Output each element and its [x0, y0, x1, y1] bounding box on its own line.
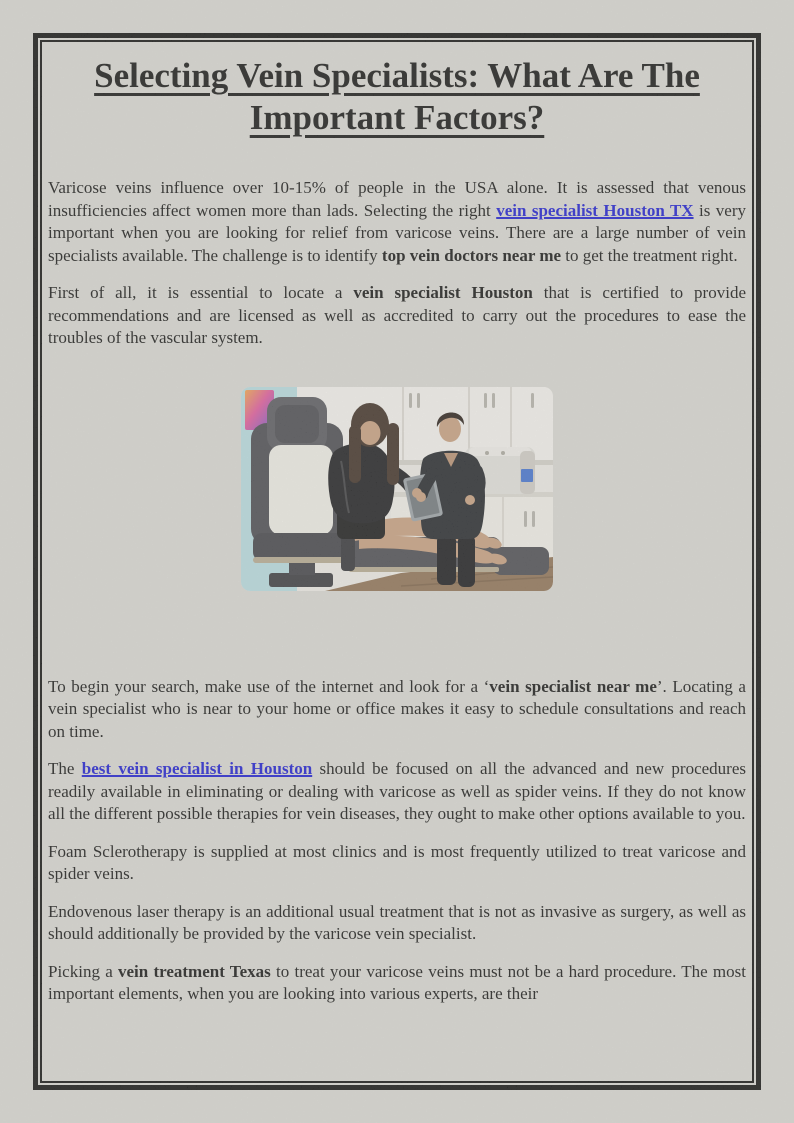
bold-text: vein specialist Houston: [353, 283, 533, 302]
body-text: to treat your varicose veins must not be a hard procedure. The most important elements, when you are looking into various experts, are their: [48, 961, 746, 1003]
inline-link[interactable]: best vein specialist in Houston: [81, 759, 313, 778]
body-text: to get the treatment right.: [561, 245, 738, 265]
inner-frame-border: [40, 40, 754, 1083]
paragraph: [46, 758, 748, 826]
body-text: To begin your search, make use of the internet and look for a ‘: [48, 676, 490, 696]
bold-text: top vein doctors near me: [381, 245, 562, 265]
paragraph: [46, 901, 748, 946]
outer-frame-border: [33, 33, 761, 1090]
paragraph: [46, 841, 748, 886]
clinic-photo-illustration: [241, 387, 553, 591]
paragraph: [46, 177, 748, 267]
paragraph: [46, 282, 748, 350]
article-body: [46, 676, 748, 1006]
bold-text: vein treatment Texas: [117, 961, 271, 981]
article-intro: [46, 177, 748, 350]
page-title: Selecting Vein Specialists: What Are The Important Factors?: [94, 56, 700, 137]
clinic-photo: [241, 387, 553, 591]
body-text: Foam Sclerotherapy is supplied at most clinics and is most frequently utilized to treat varicose and spider veins.: [48, 841, 746, 883]
body-text: ’. Locating a vein specialist who is near to your home or office makes it easy to schedule consultations and reach on time.: [48, 676, 746, 741]
body-text: is very important when you are looking for relief from varicose veins. There are a large number of vein specialists available. The challenge is to identify: [48, 200, 746, 265]
body-text: Varicose veins influence over 10-15% of people in the USA alone. It is assessed that venous insufficiencies affect women more than lads. Selecting the right: [48, 178, 746, 220]
inline-link[interactable]: vein specialist Houston TX: [496, 200, 694, 220]
body-text: should be focused on all the advanced and new procedures readily available in eliminating or dealing with varicose as well as spider veins. If they do not know all the different possible therapies for vein diseases, they ought to make other options available to you.: [48, 759, 746, 823]
body-text: Picking a: [48, 961, 118, 981]
body-text: The: [48, 759, 82, 778]
body-text: that is certified to provide recommendations and are licensed as well as accredited to carry out the procedures to ease the troubles of the vascular system.: [48, 283, 746, 347]
body-text: Endovenous laser therapy is an additional usual treatment that is not as invasive as surgery, as well as should additionally be provided by the varicose vein specialist.: [48, 901, 746, 943]
body-text: First of all, it is essential to locate a: [48, 283, 354, 302]
paragraph: [46, 676, 748, 744]
bold-text: vein specialist near me: [489, 676, 657, 696]
paragraph: [46, 961, 748, 1006]
